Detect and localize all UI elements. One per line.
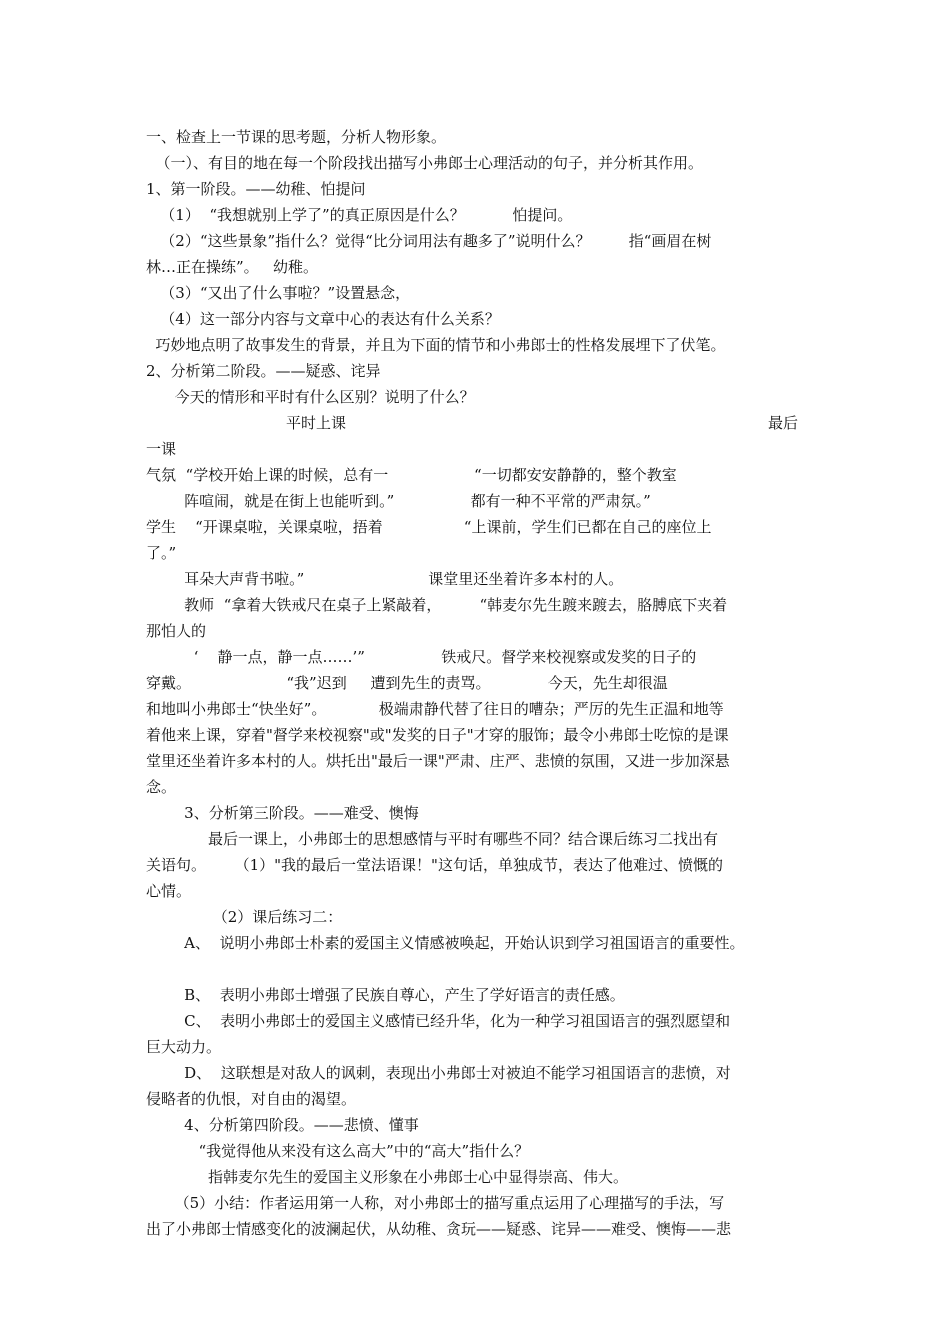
compare-line: 气氛 “学校开始上课的时候，总有一 “一切都安安静静的，整个教室 xyxy=(146,466,677,484)
document-page xyxy=(146,124,810,1242)
third-stage-block-b xyxy=(146,982,810,1242)
text-line: 今天的情形和平时有什么区别？说明了什么？ xyxy=(146,388,475,406)
compare-line: 耳朵大声背书啦。” 课堂里还坐着许多本村的人。 xyxy=(146,570,624,588)
text-line: （2）课后练习二： xyxy=(146,908,343,926)
text-line: 1、第一阶段。——幼稚、怕提问 xyxy=(146,180,366,198)
text-line: 林…正在操练”。 幼稚。 xyxy=(146,258,318,276)
compare-line: 堂里还坐着许多本村的人。烘托出"最后一课"严肃、庄严、悲愤的氛围，又进一步加深悬 xyxy=(146,752,730,770)
compare-line: 着他来上课，穿着"督学来校视察"或"发奖的日子"才穿的服饰；最令小弗郎士吃惊的是课 xyxy=(146,726,729,744)
text-line: “我觉得他从来没有这么高大”中的“高大”指什么？ xyxy=(146,1142,530,1160)
text-line: （2）“这些景象”指什么？觉得“比分词用法有趣多了”说明什么？ 指“画眉在树 xyxy=(146,232,712,250)
text-line: 巨大动力。 xyxy=(146,1038,222,1056)
compare-header xyxy=(146,410,810,436)
text-line: 4、分析第四阶段。——悲愤、懂事 xyxy=(146,1116,419,1134)
text-line: 出了小弗郎士情感变化的波澜起伏，从幼稚、贪玩——疑惑、诧异——难受、懊悔——悲 xyxy=(146,1220,732,1238)
third-stage-block xyxy=(146,800,810,956)
text-line: 一、检查上一节课的思考题，分析人物形象。 xyxy=(146,128,447,146)
text-line: D、 这联想是对敌人的讽刺，表现出小弗郎士对被迫不能学习祖国语言的悲愤，对 xyxy=(146,1064,731,1082)
text-line: 心情。 xyxy=(146,882,192,900)
compare-header-wrap: 一课 xyxy=(146,440,177,458)
compare-line: 和地叫小弗郎士“快坐好”。 极端肃静代替了往日的嘈杂；严厉的先生正温和地等 xyxy=(146,700,724,718)
compare-line: 念。 xyxy=(146,778,177,796)
compare-left-title: 平时上课 xyxy=(286,414,347,432)
text-line: 指韩麦尔先生的爱国主义形象在小弗郎士心中显得崇高、伟大。 xyxy=(146,1168,628,1186)
text-line: （一）、有目的地在每一个阶段找出描写小弗郎士心理活动的句子，并分析其作用。 xyxy=(146,154,704,172)
text-line: 关语句。 （1）"我的最后一堂法语课！"这句话，单独成节，表达了他难过、愤慨的 xyxy=(146,856,723,874)
compare-line: 了。” xyxy=(146,544,177,562)
text-line: 巧妙地点明了故事发生的背景，并且为下面的情节和小弗郎士的性格发展埋下了伏笔。 xyxy=(146,336,726,354)
text-line: 2、分析第二阶段。——疑惑、诧异 xyxy=(146,362,381,380)
compare-right-title: 最后 xyxy=(767,414,798,432)
compare-line: 那怕人的 xyxy=(146,622,207,640)
compare-line: 阵喧闹，就是在街上也能听到。” 都有一种不平常的严肃氛。” xyxy=(146,492,651,510)
text-line: 3、分析第三阶段。——难受、懊悔 xyxy=(146,804,419,822)
compare-line: 学生 “开课桌啦，关课桌啦，捂着 “上课前，学生们已都在自己的座位上 xyxy=(146,518,712,536)
text-line: C、 表明小弗郎士的爱国主义感情已经升华，化为一种学习祖国语言的强烈愿望和 xyxy=(146,1012,731,1030)
text-line: 侵略者的仇恨，对自由的渴望。 xyxy=(146,1090,357,1108)
text-line: （3）“又出了什么事啦？”设置悬念， xyxy=(146,284,411,302)
intro-block xyxy=(146,124,810,410)
spacer xyxy=(146,956,810,982)
text-line: 最后一课上，小弗郎士的思想感情与平时有哪些不同？结合课后练习二找出有 xyxy=(146,830,718,848)
compare-line: ‘ 静一点，静一点……’” 铁戒尺。督学来校视察或发奖的日子的 xyxy=(146,648,697,666)
text-line: A、 说明小弗郎士朴素的爱国主义情感被唤起，开始认识到学习祖国语言的重要性。 xyxy=(146,934,745,952)
text-line: （5）小结：作者运用第一人称，对小弗郎士的描写重点运用了心理描写的手法，写 xyxy=(146,1194,725,1212)
compare-line: 教师 “拿着大铁戒尺在桌子上紧敲着， “韩麦尔先生踱来踱去，胳膊底下夹着 xyxy=(146,596,728,614)
text-line: （4）这一部分内容与文章中心的表达有什么关系？ xyxy=(146,310,500,328)
compare-block xyxy=(146,462,810,800)
text-line: （1） “我想就别上学了”的真正原因是什么？ 怕提问。 xyxy=(146,206,573,224)
text-line: B、 表明小弗郎士增强了民族自尊心，产生了学好语言的责任感。 xyxy=(146,986,625,1004)
compare-line: 穿戴。 “我”迟到 遭到先生的责骂。 今天，先生却很温 xyxy=(146,674,668,692)
